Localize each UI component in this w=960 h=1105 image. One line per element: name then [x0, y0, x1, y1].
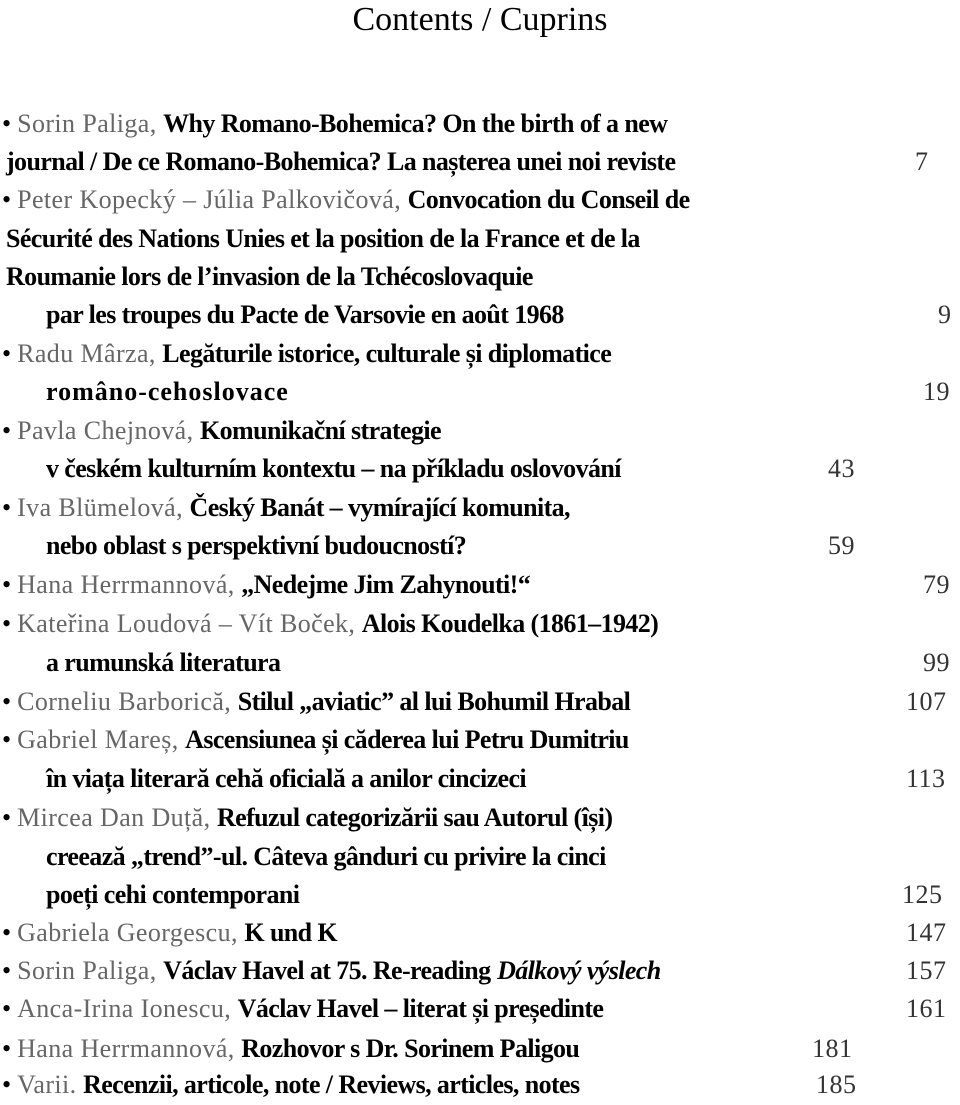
bullet-icon: • — [2, 185, 12, 214]
entry-title: Ascensiunea și căderea lui Petru Dumitriu — [185, 725, 629, 754]
toc-entry-line — [0, 914, 960, 952]
toc-entry-line — [0, 838, 960, 876]
toc-entry-line — [0, 412, 960, 450]
bullet-icon: • — [2, 956, 12, 985]
bullet-icon: • — [2, 725, 12, 754]
entry-title: par les troupes du Pacte de Varsovie en août 1968 — [46, 300, 564, 329]
bullet-icon: • — [2, 1070, 12, 1099]
entry-title: nebo oblast s perspektivní budoucností? — [46, 531, 467, 560]
entry-author: Sorin Paliga, — [17, 956, 157, 985]
bullet-icon: • — [2, 416, 12, 445]
entry-author: Mircea Dan Duță, — [17, 803, 211, 832]
entry-page-number: 43 — [828, 454, 855, 483]
entry-author: Kateřina Loudová – Vít Boček, — [17, 609, 356, 638]
toc-entry-line — [0, 220, 960, 258]
entry-page-number: 181 — [812, 1034, 853, 1063]
entry-title: Roumanie lors de l’invasion de la Tchécoslovaquie — [6, 262, 533, 291]
bullet-icon: • — [2, 1034, 12, 1063]
entry-title: în viața literară cehă oficială a anilor cincizeci — [46, 764, 527, 793]
entry-title: Alois Koudelka (1861–1942) — [361, 609, 659, 638]
entry-page-number: 161 — [906, 994, 947, 1023]
bullet-icon: • — [2, 493, 12, 522]
entry-author: Gabriel Mareș, — [17, 725, 179, 754]
toc-entry-line — [0, 799, 960, 837]
entry-title: a rumunská literatura — [46, 648, 281, 677]
entry-author: Corneliu Barborică, — [17, 687, 232, 716]
entry-author: Hana Herrmannová, — [17, 570, 235, 599]
entry-title: Václav Havel at 75. Re-reading — [163, 956, 491, 985]
toc-entry-line — [0, 373, 960, 411]
entry-title: Legăturile istorice, culturale și diplomatice — [162, 339, 612, 368]
entry-title: Stilul „aviatic” al lui Bohumil Hrabal — [237, 687, 631, 716]
toc-entry-line — [0, 760, 960, 798]
bullet-icon: • — [2, 994, 12, 1023]
entry-title: Recenzii, articole, note / Reviews, articles, notes — [83, 1070, 580, 1099]
entry-page-number: 113 — [906, 764, 946, 793]
toc-entry-line — [0, 143, 960, 181]
entry-title: Refuzul categorizării sau Autorul (își) — [217, 803, 613, 832]
entry-page-number: 157 — [906, 956, 947, 985]
entry-page-number: 185 — [816, 1070, 857, 1099]
toc-entry-line — [0, 990, 960, 1028]
entry-title: Komunikační strategie — [200, 416, 441, 445]
entry-author: Varii. — [17, 1070, 77, 1099]
entry-page-number: 9 — [938, 300, 952, 329]
entry-author: Sorin Paliga, — [17, 109, 157, 138]
entry-title: Convocation du Conseil de — [407, 185, 690, 214]
entry-author: Anca-Irina Ionescu, — [17, 994, 232, 1023]
toc-entry-line — [0, 1066, 960, 1104]
entry-author: Peter Kopecký – Júlia Palkovičová, — [17, 185, 402, 214]
entry-page-number: 19 — [923, 377, 950, 406]
entry-title: journal / De ce Romano-Bohemica? La nașterea unei noi reviste — [6, 147, 676, 176]
toc-entry-line — [0, 683, 960, 721]
entry-title-italic: Dálkový výslech — [497, 956, 661, 985]
entry-title: Český Banát – vymírající komunita, — [189, 493, 570, 522]
bullet-icon: • — [2, 109, 12, 138]
page-title: Contents / Cuprins — [352, 1, 608, 38]
entry-title: „Nedejme Jim Zahynouti!“ — [241, 570, 531, 599]
entry-page-number: 125 — [902, 880, 943, 909]
entry-title: Václav Havel – literat și președinte — [237, 994, 604, 1023]
entry-title: K und K — [244, 918, 338, 947]
bullet-icon: • — [2, 570, 12, 599]
toc-entry-line — [0, 566, 960, 604]
bullet-icon: • — [2, 918, 12, 947]
entry-title: creează „trend”-ul. Câteva gânduri cu privire la cinci — [46, 842, 606, 871]
entry-author: Hana Herrmannová, — [17, 1034, 235, 1063]
toc-entry-line — [0, 335, 960, 373]
toc-entry-line — [0, 258, 960, 296]
toc-entry-line — [0, 527, 960, 565]
entry-author: Pavla Chejnová, — [17, 416, 194, 445]
entry-page-number: 147 — [906, 918, 947, 947]
entry-title: Sécurité des Nations Unies et la position de la France et de la — [6, 224, 640, 253]
entry-page-number: 107 — [906, 687, 947, 716]
toc-entry-line — [0, 1030, 960, 1068]
entry-page-number: 7 — [915, 147, 929, 176]
entry-page-number: 79 — [923, 570, 950, 599]
entry-author: Iva Blümelová, — [17, 493, 184, 522]
entry-title: româno-cehoslovace — [46, 377, 289, 406]
toc-entry-line — [0, 450, 960, 488]
toc-entry-line — [0, 181, 960, 219]
toc-entry-line — [0, 721, 960, 759]
bullet-icon: • — [2, 339, 12, 368]
entry-page-number: 99 — [923, 648, 950, 677]
entry-title: poeți cehi contemporani — [46, 880, 300, 909]
toc-entry-line — [0, 105, 960, 143]
entry-title: Why Romano-Bohemica? On the birth of a new — [163, 109, 668, 138]
bullet-icon: • — [2, 609, 12, 638]
toc-entry-line — [0, 605, 960, 643]
entry-title: v českém kulturním kontextu – na příkladu oslovování — [46, 454, 621, 483]
entry-page-number: 59 — [828, 531, 855, 560]
entry-author: Radu Mârza, — [17, 339, 156, 368]
entry-title: Rozhovor s Dr. Sorinem Paligou — [241, 1034, 580, 1063]
toc-entry-line — [0, 296, 960, 334]
toc-entry-line — [0, 952, 960, 990]
bullet-icon: • — [2, 803, 12, 832]
toc-entry-line — [0, 644, 960, 682]
bullet-icon: • — [2, 687, 12, 716]
toc-entry-line — [0, 489, 960, 527]
entry-author: Gabriela Georgescu, — [17, 918, 238, 947]
toc-entry-line — [0, 876, 960, 914]
